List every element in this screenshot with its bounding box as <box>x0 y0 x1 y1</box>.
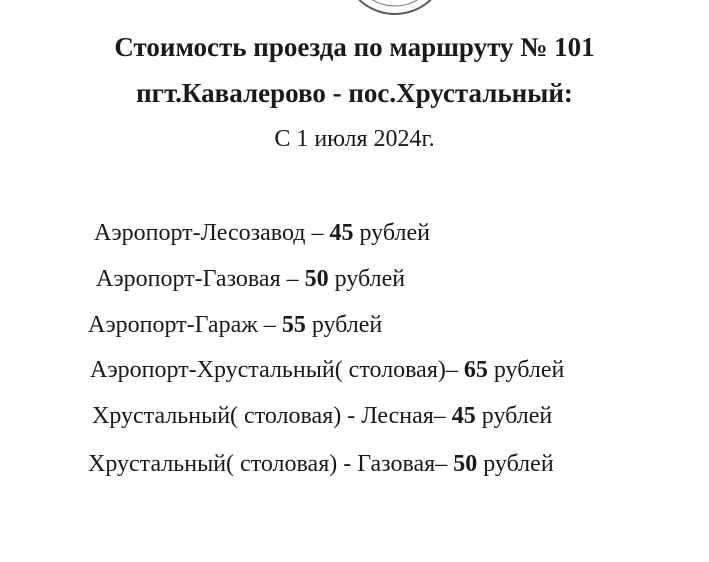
fare-line <box>90 355 564 385</box>
fare-price: 65 <box>463 357 488 383</box>
fare-unit: рублей <box>487 357 565 383</box>
fare-price: 45 <box>329 220 354 246</box>
fare-unit: рублей <box>305 312 383 338</box>
fare-route: Аэропорт-Хрустальный( столовая)– <box>90 357 464 383</box>
fare-route: Аэропорт-Газовая – <box>96 266 305 292</box>
fare-unit: рублей <box>475 403 553 429</box>
fare-unit: рублей <box>477 451 554 477</box>
fare-price: 55 <box>281 312 306 338</box>
official-stamp <box>340 0 450 18</box>
fare-route: Аэропорт-Гараж – <box>88 312 282 338</box>
route-subtitle: пгт.Кавалерово - пос.Хрустальный: <box>136 78 573 108</box>
fare-line <box>94 218 430 248</box>
effective-date: С 1 июля 2024г. <box>274 126 435 152</box>
fare-line <box>96 264 405 294</box>
fare-line <box>88 310 382 340</box>
fare-line <box>92 401 552 431</box>
stamp-seal-icon <box>340 0 450 18</box>
fare-price: 50 <box>304 266 329 292</box>
fare-route: Хрустальный( столовая) - Газовая– <box>88 451 454 477</box>
fare-price: 50 <box>453 451 478 477</box>
fare-unit: рублей <box>353 220 430 246</box>
page-title: Стоимость проезда по маршруту № 101 <box>114 32 595 62</box>
fare-line <box>88 449 554 479</box>
fare-unit: рублей <box>328 266 406 292</box>
fare-route: Хрустальный( столовая) - Лесная– <box>92 403 452 429</box>
fare-route: Аэропорт-Лесозавод – <box>94 220 330 246</box>
fare-price: 45 <box>451 403 476 429</box>
